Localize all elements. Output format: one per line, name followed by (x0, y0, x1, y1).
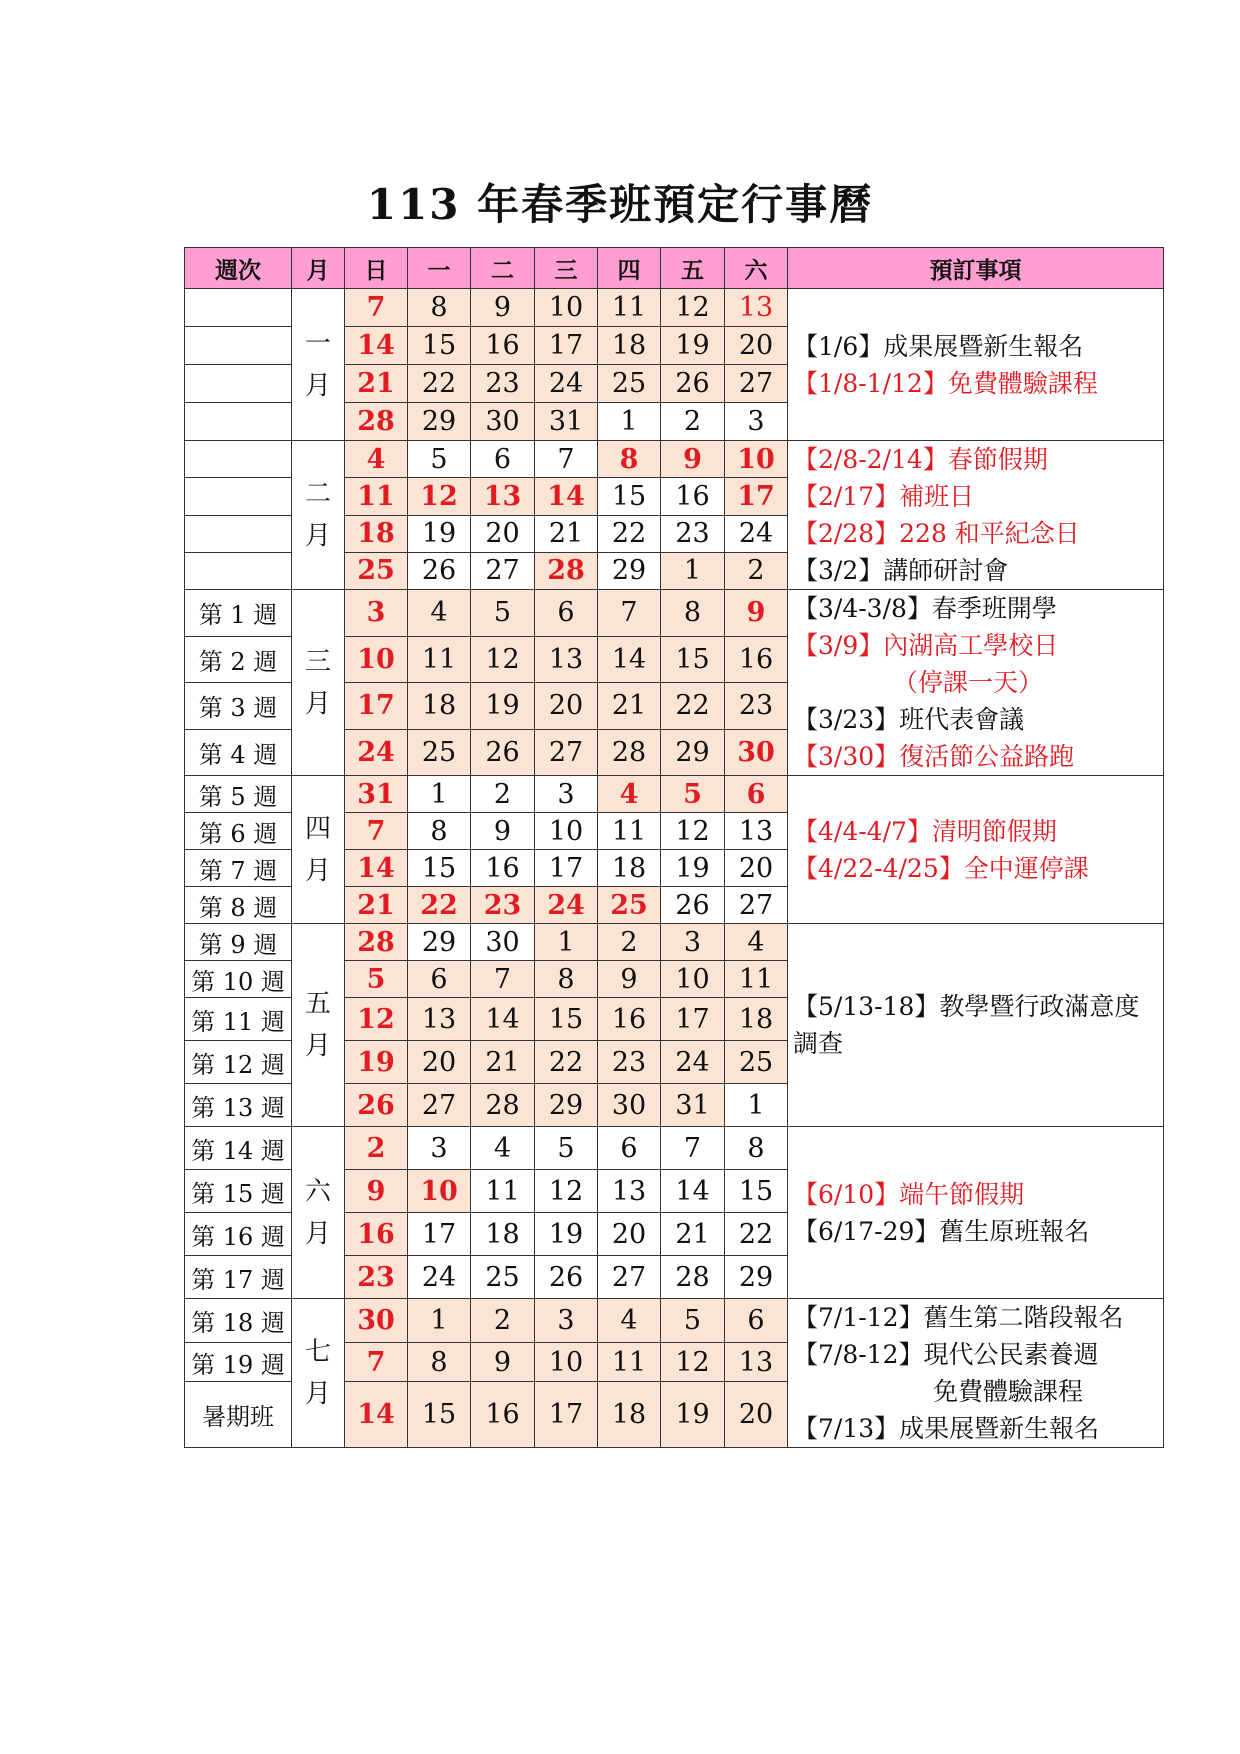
week-label: 第 8 週 (185, 887, 292, 924)
day-cell: 14 (345, 850, 408, 887)
event-item: 【4/22-4/25】全中運停課 (793, 853, 1089, 883)
day-cell: 9 (661, 441, 725, 478)
week-label: 暑期班 (185, 1381, 292, 1447)
day-cell: 30 (725, 729, 788, 776)
day-cell: 19 (345, 1041, 408, 1084)
day-cell: 17 (535, 327, 598, 365)
day-cell: 30 (598, 1084, 661, 1127)
day-cell: 5 (661, 1299, 725, 1343)
day-cell: 11 (598, 813, 661, 850)
day-cell: 25 (345, 552, 408, 589)
event-item: 【2/28】228 和平紀念日 (793, 519, 1080, 548)
day-cell: 12 (408, 478, 471, 515)
day-cell: 23 (471, 887, 535, 924)
week-label: 第 15 週 (185, 1170, 292, 1213)
day-cell: 28 (471, 1084, 535, 1127)
day-cell: 1 (598, 403, 661, 441)
week-label (185, 403, 292, 441)
day-cell: 4 (725, 924, 788, 961)
event-item: 【1/6】成果展暨新生報名 (793, 331, 1084, 361)
day-cell: 18 (598, 850, 661, 887)
day-cell: 8 (408, 289, 471, 327)
day-cell: 23 (725, 683, 788, 730)
header-fri: 五 (661, 248, 725, 289)
day-cell: 21 (471, 1041, 535, 1084)
day-cell: 26 (661, 365, 725, 403)
day-cell: 26 (535, 1256, 598, 1299)
day-cell: 25 (598, 887, 661, 924)
day-cell: 1 (535, 924, 598, 961)
day-cell: 12 (661, 289, 725, 327)
day-cell: 29 (408, 924, 471, 961)
event-item: 【2/17】補班日 (793, 482, 975, 511)
day-cell: 11 (345, 478, 408, 515)
day-cell: 29 (408, 403, 471, 441)
day-cell: 7 (598, 590, 661, 637)
day-cell: 5 (345, 961, 408, 998)
event-item: 【7/13】成果展暨新生報名 (793, 1414, 1100, 1443)
day-cell: 1 (725, 1084, 788, 1127)
events-cell (788, 289, 1164, 441)
events-cell (788, 1127, 1164, 1299)
day-cell: 17 (535, 850, 598, 887)
day-cell: 6 (408, 961, 471, 998)
day-cell: 6 (598, 1127, 661, 1170)
day-cell: 14 (661, 1170, 725, 1213)
week-label: 第 19 週 (185, 1343, 292, 1381)
week-label: 第 10 週 (185, 961, 292, 998)
day-cell: 16 (661, 478, 725, 515)
day-cell: 11 (725, 961, 788, 998)
week-row (185, 1299, 1164, 1343)
day-cell: 7 (345, 813, 408, 850)
day-cell: 26 (661, 887, 725, 924)
day-cell: 10 (535, 289, 598, 327)
month-label: 五 月 (292, 924, 345, 1127)
week-label: 第 2 週 (185, 636, 292, 683)
day-cell: 5 (408, 441, 471, 478)
header-sat: 六 (725, 248, 788, 289)
day-cell: 17 (345, 683, 408, 730)
event-item: 【2/8-2/14】春節假期 (793, 445, 1048, 474)
day-cell: 3 (725, 403, 788, 441)
event-item: 【7/8-12】現代公民素養週 (793, 1340, 1099, 1369)
day-cell: 29 (598, 552, 661, 589)
day-cell: 13 (725, 1343, 788, 1381)
event-item: 【3/30】復活節公益路跑 (793, 742, 1075, 771)
day-cell: 10 (725, 441, 788, 478)
event-item: 【1/8-1/12】免費體驗課程 (793, 368, 1098, 398)
day-cell: 14 (471, 998, 535, 1041)
event-item: 【3/23】班代表會議 (793, 705, 1025, 734)
day-cell: 6 (725, 1299, 788, 1343)
day-cell: 18 (598, 327, 661, 365)
header-tue: 二 (471, 248, 535, 289)
day-cell: 6 (471, 441, 535, 478)
day-cell: 12 (535, 1170, 598, 1213)
header-month: 月 (292, 248, 345, 289)
calendar-table (184, 247, 1164, 1448)
event-item: 免費體驗課程 (933, 1377, 1084, 1406)
day-cell: 16 (471, 1381, 535, 1447)
day-cell: 8 (408, 813, 471, 850)
week-row (185, 776, 1164, 813)
day-cell: 15 (725, 1170, 788, 1213)
day-cell: 12 (471, 636, 535, 683)
day-cell: 9 (471, 1343, 535, 1381)
week-row (185, 590, 1164, 637)
day-cell: 16 (471, 327, 535, 365)
day-cell: 13 (535, 636, 598, 683)
day-cell: 4 (598, 776, 661, 813)
day-cell: 4 (345, 441, 408, 478)
day-cell: 6 (535, 590, 598, 637)
day-cell: 25 (471, 1256, 535, 1299)
day-cell: 16 (598, 998, 661, 1041)
events-cell (788, 590, 1164, 776)
day-cell: 13 (408, 998, 471, 1041)
day-cell: 14 (598, 636, 661, 683)
day-cell: 21 (661, 1213, 725, 1256)
day-cell: 24 (535, 365, 598, 403)
event-item: 【5/13-18】教學暨行政滿意度調查 (793, 992, 1140, 1058)
week-row (185, 289, 1164, 327)
day-cell: 27 (408, 1084, 471, 1127)
day-cell: 13 (598, 1170, 661, 1213)
header-thu: 四 (598, 248, 661, 289)
day-cell: 17 (725, 478, 788, 515)
day-cell: 18 (408, 683, 471, 730)
day-cell: 3 (535, 1299, 598, 1343)
day-cell: 20 (725, 1381, 788, 1447)
day-cell: 23 (598, 1041, 661, 1084)
week-label: 第 6 週 (185, 813, 292, 850)
day-cell: 23 (345, 1256, 408, 1299)
day-cell: 20 (725, 850, 788, 887)
day-cell: 5 (535, 1127, 598, 1170)
day-cell: 19 (661, 850, 725, 887)
day-cell: 24 (725, 515, 788, 552)
day-cell: 19 (408, 515, 471, 552)
day-cell: 19 (471, 683, 535, 730)
day-cell: 8 (661, 590, 725, 637)
day-cell: 15 (408, 850, 471, 887)
day-cell: 12 (345, 998, 408, 1041)
day-cell: 24 (661, 1041, 725, 1084)
day-cell: 30 (471, 924, 535, 961)
day-cell: 18 (471, 1213, 535, 1256)
events-cell (788, 1299, 1164, 1448)
day-cell: 9 (471, 289, 535, 327)
day-cell: 28 (345, 924, 408, 961)
events-cell (788, 924, 1164, 1127)
day-cell: 20 (471, 515, 535, 552)
week-row (185, 441, 1164, 478)
day-cell: 21 (598, 683, 661, 730)
day-cell: 24 (345, 729, 408, 776)
day-cell: 20 (598, 1213, 661, 1256)
day-cell: 13 (471, 478, 535, 515)
event-item: 【3/4-3/8】春季班開學 (793, 594, 1057, 623)
day-cell: 17 (661, 998, 725, 1041)
day-cell: 14 (345, 327, 408, 365)
day-cell: 15 (535, 998, 598, 1041)
day-cell: 30 (471, 403, 535, 441)
day-cell: 20 (725, 327, 788, 365)
month-label: 三 月 (292, 590, 345, 776)
day-cell: 24 (408, 1256, 471, 1299)
day-cell: 24 (535, 887, 598, 924)
day-cell: 8 (535, 961, 598, 998)
day-cell: 9 (598, 961, 661, 998)
day-cell: 15 (408, 327, 471, 365)
event-item: （停課一天） (893, 668, 1044, 697)
header-sun: 日 (345, 248, 408, 289)
day-cell: 29 (725, 1256, 788, 1299)
day-cell: 27 (535, 729, 598, 776)
day-cell: 17 (408, 1213, 471, 1256)
day-cell: 18 (598, 1381, 661, 1447)
day-cell: 28 (345, 403, 408, 441)
month-label: 一 月 (292, 289, 345, 441)
day-cell: 5 (471, 590, 535, 637)
week-label: 第 3 週 (185, 683, 292, 730)
day-cell: 14 (535, 478, 598, 515)
day-cell: 22 (661, 683, 725, 730)
week-label: 第 18 週 (185, 1299, 292, 1343)
header-events: 預訂事項 (788, 248, 1164, 289)
event-item: 【7/1-12】舊生第二階段報名 (793, 1303, 1124, 1332)
week-label (185, 478, 292, 515)
day-cell: 2 (345, 1127, 408, 1170)
day-cell: 22 (408, 887, 471, 924)
day-cell: 11 (598, 1343, 661, 1381)
day-cell: 11 (598, 289, 661, 327)
week-label: 第 16 週 (185, 1213, 292, 1256)
day-cell: 19 (535, 1213, 598, 1256)
day-cell: 29 (661, 729, 725, 776)
week-label: 第 11 週 (185, 998, 292, 1041)
day-cell: 15 (661, 636, 725, 683)
events-cell (788, 441, 1164, 590)
day-cell: 4 (408, 590, 471, 637)
day-cell: 22 (535, 1041, 598, 1084)
week-row (185, 924, 1164, 961)
day-cell: 12 (661, 813, 725, 850)
day-cell: 6 (725, 776, 788, 813)
day-cell: 1 (661, 552, 725, 589)
day-cell: 19 (661, 1381, 725, 1447)
day-cell: 7 (661, 1127, 725, 1170)
event-item: 【6/10】端午節假期 (793, 1179, 1025, 1209)
day-cell: 28 (535, 552, 598, 589)
day-cell: 8 (725, 1127, 788, 1170)
day-cell: 1 (408, 1299, 471, 1343)
week-label: 第 13 週 (185, 1084, 292, 1127)
day-cell: 23 (661, 515, 725, 552)
day-cell: 27 (725, 365, 788, 403)
day-cell: 30 (345, 1299, 408, 1343)
day-cell: 9 (471, 813, 535, 850)
day-cell: 10 (345, 636, 408, 683)
month-label: 四 月 (292, 776, 345, 924)
day-cell: 21 (535, 515, 598, 552)
week-label (185, 552, 292, 589)
day-cell: 2 (471, 1299, 535, 1343)
event-item: 【4/4-4/7】清明節假期 (793, 816, 1057, 846)
week-row (185, 1127, 1164, 1170)
event-item: 【3/9】內湖高工學校日 (793, 631, 1059, 660)
week-label (185, 365, 292, 403)
day-cell: 26 (471, 729, 535, 776)
week-label: 第 4 週 (185, 729, 292, 776)
day-cell: 20 (408, 1041, 471, 1084)
day-cell: 7 (535, 441, 598, 478)
day-cell: 31 (661, 1084, 725, 1127)
header-wed: 三 (535, 248, 598, 289)
day-cell: 21 (345, 365, 408, 403)
day-cell: 7 (471, 961, 535, 998)
day-cell: 25 (598, 365, 661, 403)
day-cell: 15 (408, 1381, 471, 1447)
day-cell: 22 (725, 1213, 788, 1256)
day-cell: 8 (408, 1343, 471, 1381)
week-label (185, 289, 292, 327)
page-title: 113 年春季班預定行事曆 (366, 180, 874, 229)
day-cell: 16 (725, 636, 788, 683)
day-cell: 7 (345, 289, 408, 327)
day-cell: 12 (661, 1343, 725, 1381)
day-cell: 27 (598, 1256, 661, 1299)
day-cell: 9 (345, 1170, 408, 1213)
day-cell: 31 (535, 403, 598, 441)
day-cell: 23 (471, 365, 535, 403)
day-cell: 1 (408, 776, 471, 813)
day-cell: 13 (725, 813, 788, 850)
day-cell: 21 (345, 887, 408, 924)
day-cell: 7 (345, 1343, 408, 1381)
week-label (185, 327, 292, 365)
month-label: 二 月 (292, 441, 345, 590)
week-label: 第 17 週 (185, 1256, 292, 1299)
header-row (185, 248, 1164, 289)
events-cell (788, 776, 1164, 924)
day-cell: 27 (725, 887, 788, 924)
day-cell: 3 (661, 924, 725, 961)
day-cell: 2 (471, 776, 535, 813)
week-label (185, 515, 292, 552)
day-cell: 2 (661, 403, 725, 441)
day-cell: 25 (408, 729, 471, 776)
day-cell: 29 (535, 1084, 598, 1127)
day-cell: 9 (725, 590, 788, 637)
day-cell: 28 (661, 1256, 725, 1299)
day-cell: 20 (535, 683, 598, 730)
week-label: 第 12 週 (185, 1041, 292, 1084)
calendar-body (185, 289, 1164, 1448)
day-cell: 3 (535, 776, 598, 813)
day-cell: 15 (598, 478, 661, 515)
week-label: 第 7 週 (185, 850, 292, 887)
month-label: 七 月 (292, 1299, 345, 1448)
day-cell: 14 (345, 1381, 408, 1447)
day-cell: 4 (471, 1127, 535, 1170)
week-label: 第 5 週 (185, 776, 292, 813)
event-item: 【6/17-29】舊生原班報名 (793, 1216, 1090, 1246)
week-label (185, 441, 292, 478)
day-cell: 26 (345, 1084, 408, 1127)
day-cell: 3 (408, 1127, 471, 1170)
day-cell: 22 (408, 365, 471, 403)
day-cell: 17 (535, 1381, 598, 1447)
day-cell: 16 (345, 1213, 408, 1256)
day-cell: 18 (345, 515, 408, 552)
event-item: 【3/2】講師研討會 (793, 556, 1009, 585)
day-cell: 3 (345, 590, 408, 637)
day-cell: 10 (535, 1343, 598, 1381)
day-cell: 11 (471, 1170, 535, 1213)
day-cell: 2 (598, 924, 661, 961)
day-cell: 26 (408, 552, 471, 589)
day-cell: 4 (598, 1299, 661, 1343)
week-label: 第 1 週 (185, 590, 292, 637)
day-cell: 28 (598, 729, 661, 776)
day-cell: 16 (471, 850, 535, 887)
header-mon: 一 (408, 248, 471, 289)
month-label: 六 月 (292, 1127, 345, 1299)
day-cell: 18 (725, 998, 788, 1041)
day-cell: 25 (725, 1041, 788, 1084)
day-cell: 10 (661, 961, 725, 998)
week-label: 第 14 週 (185, 1127, 292, 1170)
day-cell: 31 (345, 776, 408, 813)
header-week: 週次 (185, 248, 292, 289)
day-cell: 13 (725, 289, 788, 327)
day-cell: 5 (661, 776, 725, 813)
day-cell: 19 (661, 327, 725, 365)
day-cell: 8 (598, 441, 661, 478)
day-cell: 2 (725, 552, 788, 589)
day-cell: 10 (535, 813, 598, 850)
day-cell: 27 (471, 552, 535, 589)
day-cell: 22 (598, 515, 661, 552)
day-cell: 11 (408, 636, 471, 683)
week-label: 第 9 週 (185, 924, 292, 961)
day-cell: 10 (408, 1170, 471, 1213)
